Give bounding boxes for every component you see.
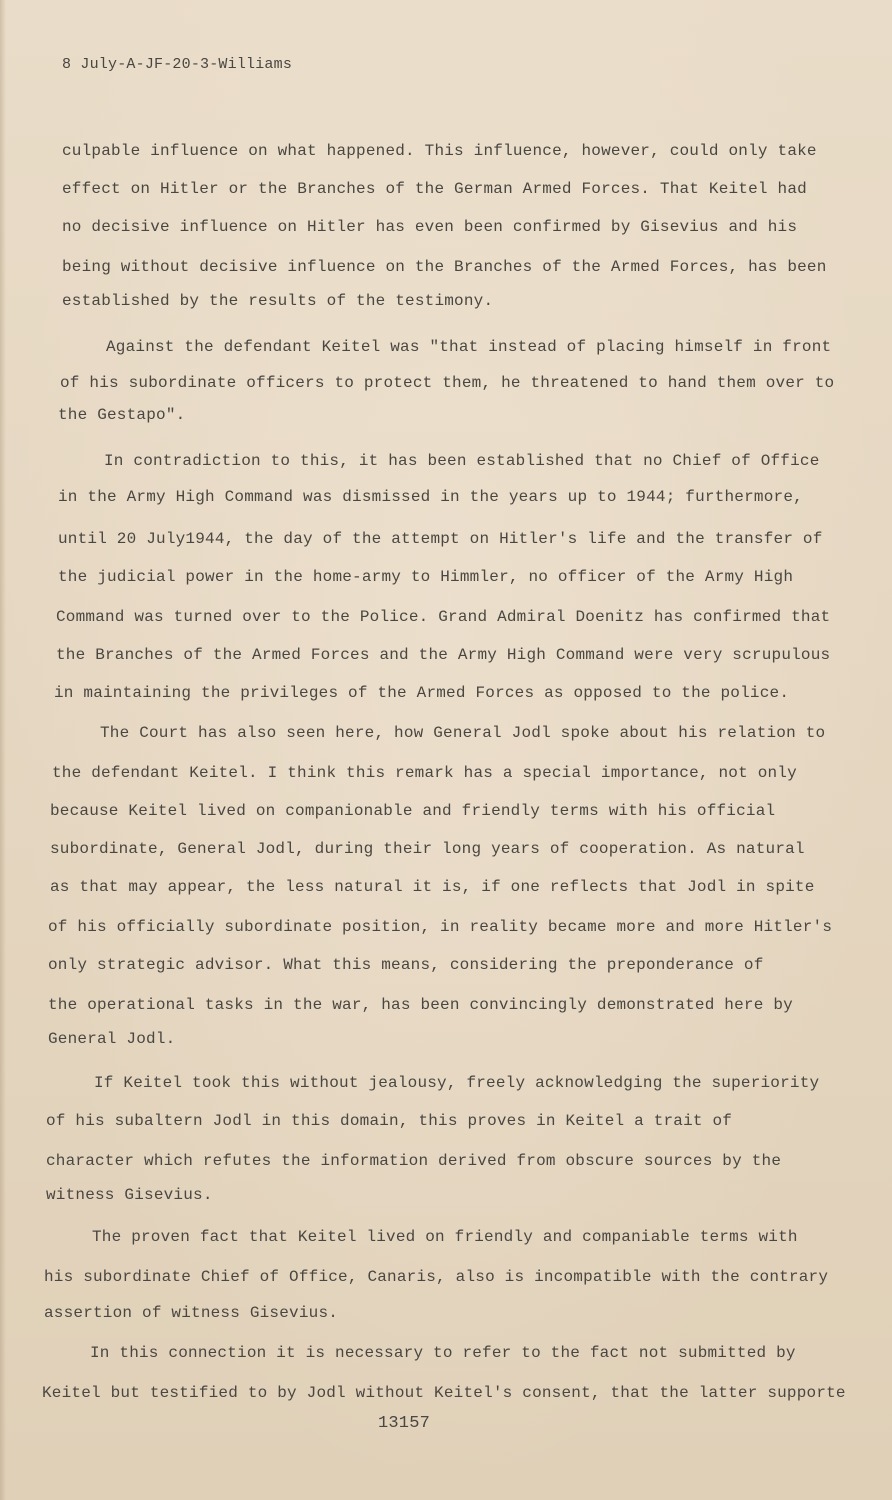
text-line-3: no decisive influence on Hitler has even been confirmed by Gisevius and his (62, 218, 798, 236)
text-line-4: being without decisive influence on the Branches of the Armed Forces, has been (62, 258, 827, 276)
text-line-1: culpable influence on what happened. This influence, however, could only take (62, 142, 817, 160)
page-header: 8 July-A-JF-20-3-Williams (62, 56, 293, 73)
text-line-23: the operational tasks in the war, has been convincingly demonstrated here by (48, 996, 793, 1014)
text-line-21: of his officially subordinate position, in reality became more and more Hitler's (48, 918, 833, 936)
text-line-8: the Gestapo". (58, 406, 186, 424)
text-line-9: In contradiction to this, it has been established that no Chief of Office (104, 452, 820, 470)
text-line-6: Against the defendant Keitel was "that instead of placing himself in front (106, 338, 832, 356)
text-line-2: effect on Hitler or the Branches of the German Armed Forces. That Keitel had (62, 180, 807, 198)
text-line-17: the defendant Keitel. I think this remark has a special importance, not only (52, 764, 797, 782)
text-line-31: assertion of witness Gisevius. (44, 1304, 339, 1322)
paper-edge-shadow (0, 0, 6, 1500)
text-line-5: established by the results of the testimony. (62, 292, 494, 310)
page-number: 13157 (378, 1414, 431, 1433)
text-line-29: The proven fact that Keitel lived on friendly and companiable terms with (92, 1228, 798, 1246)
text-line-25: If Keitel took this without jealousy, freely acknowledging the superiority (94, 1074, 820, 1092)
text-line-7: of his subordinate officers to protect them, he threatened to hand them over to (60, 374, 835, 392)
text-line-14: the Branches of the Armed Forces and the Army High Command were very scrupulous (56, 646, 831, 664)
text-line-33: Keitel but testified to by Jodl without Keitel's consent, that the latter supporte (42, 1384, 846, 1402)
text-line-18: because Keitel lived on companionable and friendly terms with his official (50, 802, 776, 820)
text-line-28: witness Gisevius. (46, 1186, 213, 1204)
text-line-12: the judicial power in the home-army to Himmler, no officer of the Army High (58, 568, 794, 586)
text-line-32: In this connection it is necessary to refer to the fact not submitted by (90, 1344, 796, 1362)
text-line-15: in maintaining the privileges of the Armed Forces as opposed to the police. (54, 684, 790, 702)
text-line-16: The Court has also seen here, how General Jodl spoke about his relation to (100, 724, 826, 742)
text-line-27: character which refutes the information derived from obscure sources by the (46, 1152, 782, 1170)
text-line-30: his subordinate Chief of Office, Canaris, also is incompatible with the contrary (44, 1268, 829, 1286)
text-line-13: Command was turned over to the Police. Grand Admiral Doenitz has confirmed that (56, 608, 831, 626)
text-line-19: subordinate, General Jodl, during their long years of cooperation. As natural (50, 840, 805, 858)
text-line-24: General Jodl. (48, 1030, 176, 1048)
text-line-26: of his subaltern Jodl in this domain, this proves in Keitel a trait of (46, 1112, 733, 1130)
text-line-10: in the Army High Command was dismissed in the years up to 1944; furthermore, (58, 488, 803, 506)
text-line-22: only strategic advisor. What this means, considering the preponderance of (48, 956, 764, 974)
text-line-11: until 20 July1944, the day of the attempt on Hitler's life and the transfer of (58, 530, 823, 548)
text-line-20: as that may appear, the less natural it is, if one reflects that Jodl in spite (50, 878, 815, 896)
